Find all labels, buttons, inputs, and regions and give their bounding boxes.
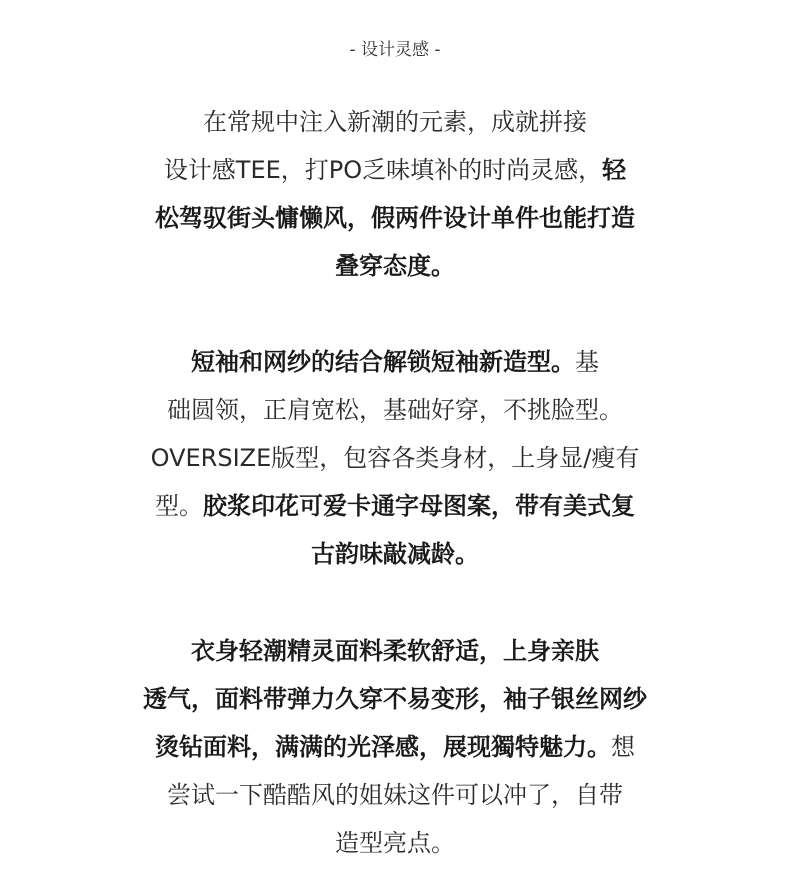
section-title: - 设计灵感 - [349,40,441,60]
text-segment: 想 [611,733,635,761]
bold-text-segment: 胶浆印花可爱卡通字母图案，带有美式复 [203,492,635,520]
text-line [0,146,790,194]
bold-text-segment: 松驾驭街头慵懒风，假两件设计单件也能打造 [155,204,635,232]
paragraph-design [0,338,790,578]
text-line [0,386,790,434]
text-segment: 基 [575,348,599,376]
bold-text-segment: 衣身轻潮精灵面料柔软舒适，上身亲肤 [191,637,599,665]
text-line [0,627,790,675]
text-line [0,530,790,578]
text-segment: 础圆领，正肩宽松，基础好穿，不挑脸型。 [167,396,623,424]
paragraph-inspiration [0,98,790,290]
text-line [0,338,790,386]
bold-text-segment: 轻 [602,156,627,184]
text-segment: OVERSIZE版型，包容各类身材，上身显/瘦有 [150,444,640,472]
bold-text-segment: 透气，面料带弹力久穿不易变形，袖子银丝网纱 [143,685,647,713]
text-line [0,98,790,146]
text-line [0,242,790,290]
text-segment: 设计感TEE，打PO乏味填补的时尚灵感， [163,156,603,184]
bold-text-segment: 烫钻面料，满满的光泽感，展现獨特魅力。 [155,733,611,761]
text-line [0,482,790,530]
bold-text-segment: 叠穿态度。 [335,252,455,280]
text-line [0,434,790,482]
text-segment: 在常规中注入新潮的元素，成就拼接 [203,108,587,136]
text-segment: 型。 [155,492,203,520]
paragraph-fabric [0,627,790,867]
bold-text-segment: 短袖和网纱的结合解锁短袖新造型。 [191,348,575,376]
text-segment: 尝试一下酷酷风的姐妹这件可以冲了，自带 [167,781,623,809]
text-line [0,675,790,723]
text-line [0,819,790,867]
text-line [0,771,790,819]
text-line [0,723,790,771]
text-segment: 造型亮点。 [335,829,455,857]
bold-text-segment: 古韵味敲减龄。 [311,540,479,568]
text-line [0,194,790,242]
